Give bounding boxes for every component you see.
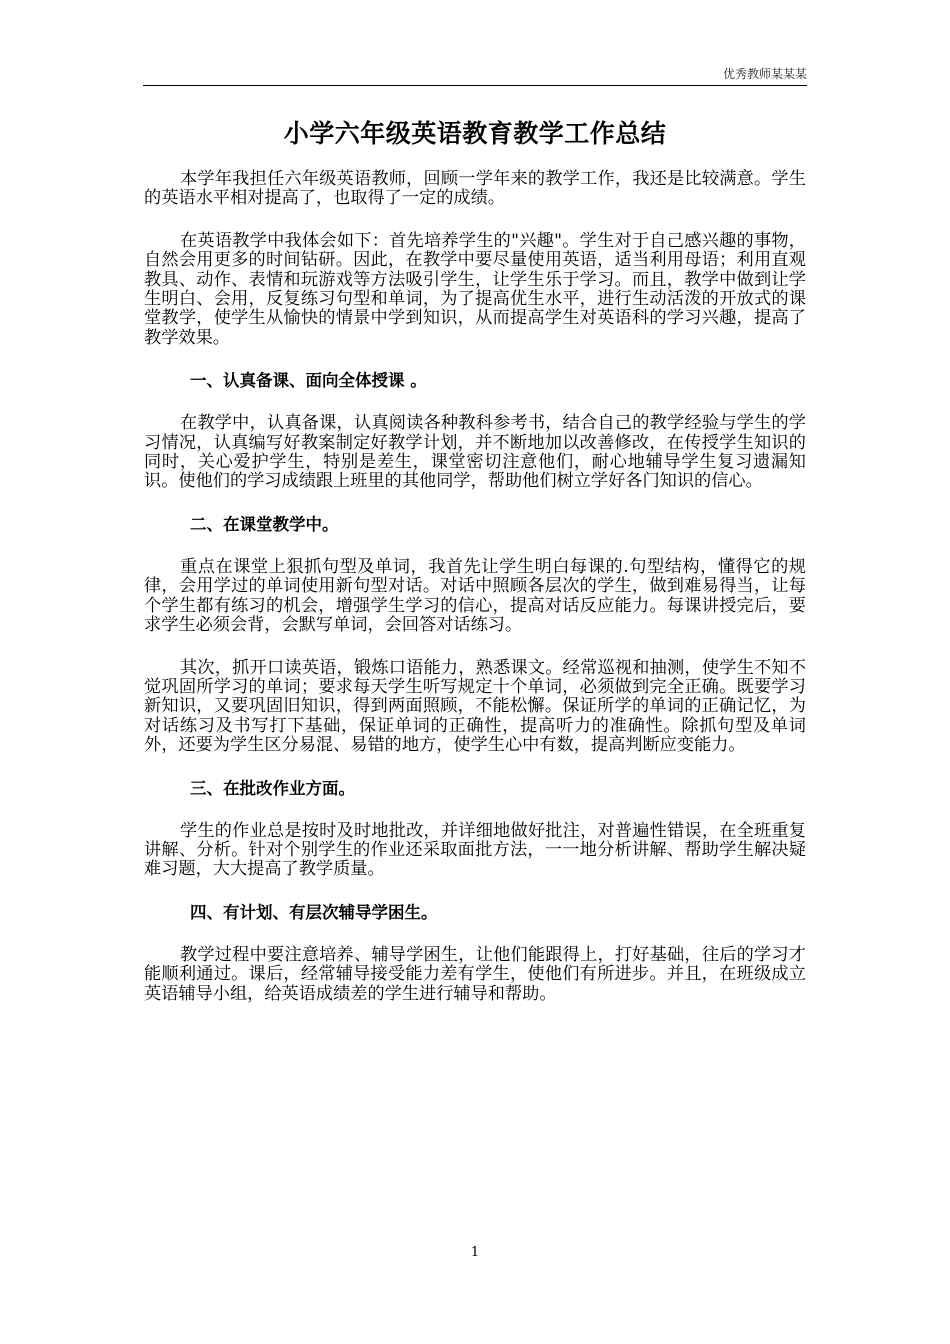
header-divider <box>143 85 807 86</box>
paragraph-classroom: 重点在课堂上狠抓句型及单词，我首先让学生明白每课的.句型结构，懂得它的规律，会用学过的单词使用新句型对话。对话中照顾各层次的学生，做到难易得当，让每个学生都有练习的机会，增强学生学习的信心，提高对话反应能力。每课讲授完后，要求学生必须会背，会默写单词，会回答对话练习。 <box>144 556 806 636</box>
paragraph-oral: 其次，抓开口读英语，锻炼口语能力，熟悉课文。经常巡视和抽测，使学生不知不觉巩固所学习的单词；要求每天学生听写规定十个单词，必须做到完全正确。既要学习新知识，又要巩固旧知识，得到两面照顾，不能松懈。保证所学的单词的正确记忆，为对话练习及书写打下基础，保证单词的正确性，提高听力的准确性。除抓句型及单词外，还要为学生区分易混、易错的地方，使学生心中有数，提高判断应变能力。 <box>144 657 806 756</box>
paragraph-preparation: 在教学中，认真备课，认真阅读各种教科参考书，结合自己的教学经验与学生的学习情况，认真编写好教案制定好教学计划，并不断地加以改善修改，在传授学生知识的同时，关心爱护学生，特别是差生，课堂密切注意他们，耐心地辅导学生复习遗漏知识。使他们的学习成绩跟上班里的其他同学，帮助他们树立学好各门知识的信心。 <box>144 413 806 492</box>
section-heading-1: 一、认真备课、面向全体授课 。 <box>190 371 427 391</box>
document-body <box>144 117 806 1027</box>
section-heading-4: 四、有计划、有层次辅导学困生。 <box>190 902 438 922</box>
document-title: 小学六年级英语教育教学工作总结 <box>283 119 667 148</box>
section-heading-2: 二、在课堂教学中。 <box>190 514 339 534</box>
paragraph-interest: 在英语教学中我体会如下：首先培养学生的"兴趣"。学生对于自己感兴趣的事物，自然会用更多的时间钻研。因此，在教学中要尽量使用英语，适当利用母语；利用直观教具、动作、表情和玩游戏等方法吸引学生，让学生乐于学习。而且，教学中做到让学生明白、会用，反复练习句型和单词，为了提高优生水平，进行生动活泼的开放式的课堂教学，使学生从愉快的情景中学到知识，从而提高学生对英语科的学习兴趣，提高了教学效果。 <box>144 230 806 348</box>
section-heading-3: 三、在批改作业方面。 <box>190 778 355 798</box>
paragraph-homework: 学生的作业总是按时及时地批改，并详细地做好批注，对普遍性错误，在全班重复讲解、分析。针对个别学生的作业还采取面批方法，一一地分析讲解、帮助学生解决疑难习题，大大提高了教学质量。 <box>144 820 806 880</box>
page-number: 1 <box>470 1245 480 1260</box>
page-header-author: 优秀教师某某某 <box>722 67 807 81</box>
paragraph-intro: 本学年我担任六年级英语教师，回顾一学年来的教学工作，我还是比较满意。学生的英语水平相对提高了，也取得了一定的成绩。 <box>144 169 806 209</box>
paragraph-tutoring: 教学过程中要注意培养、辅导学困生，让他们能跟得上，打好基础，往后的学习才能顺利通过。课后，经常辅导接受能力差有学生，使他们有所进步。并且，在班级成立英语辅导小组，给英语成绩差的学生进行辅导和帮助。 <box>144 944 806 1004</box>
